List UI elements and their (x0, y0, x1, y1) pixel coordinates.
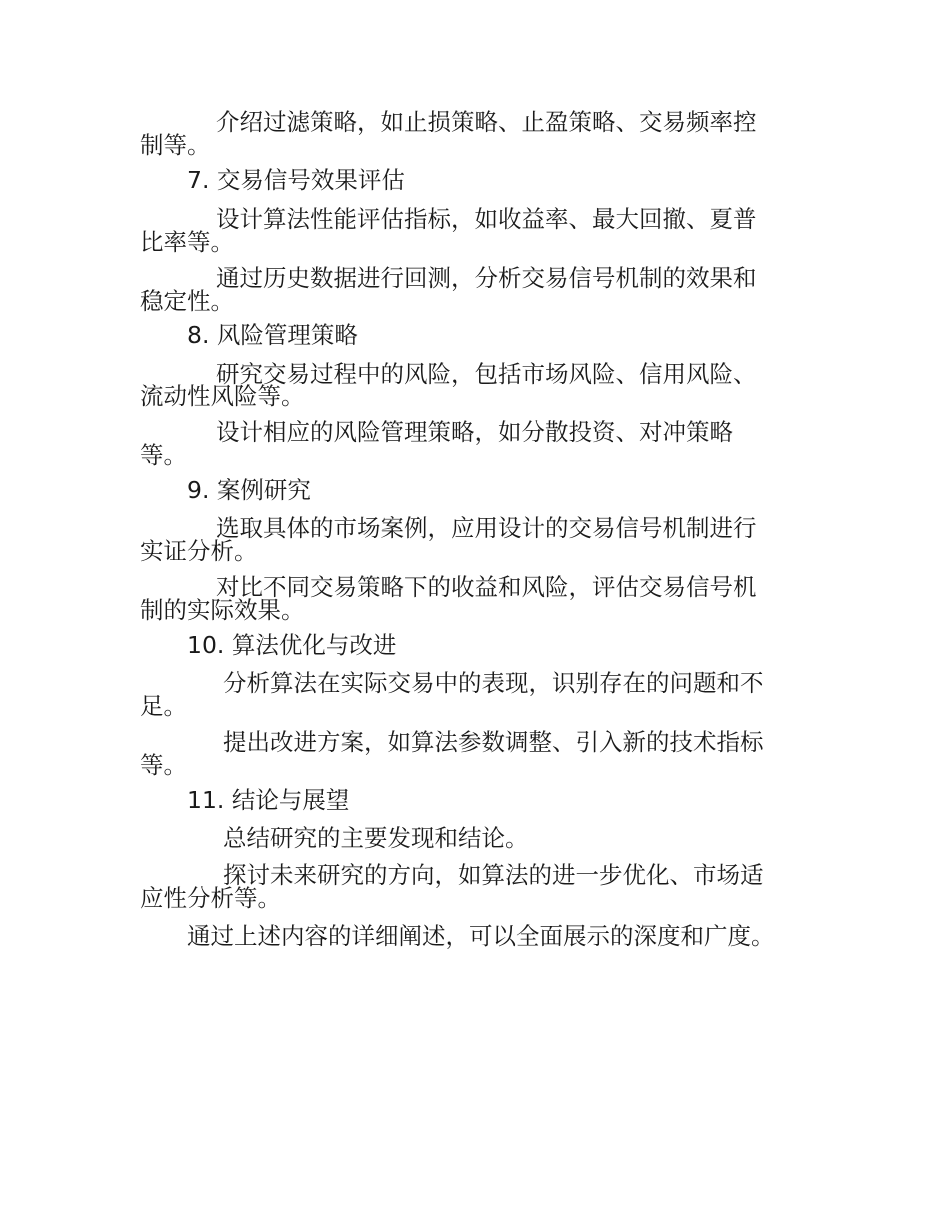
paragraph-line: 实证分析。 (140, 537, 258, 565)
paragraph-line: 提出改进方案，如算法参数调整、引入新的技术指标 (223, 728, 764, 756)
paragraph-line: 对比不同交易策略下的收益和风险，评估交易信号机 (216, 573, 757, 601)
section-heading: 10. 算法优化与改进 (187, 631, 397, 659)
paragraph-line: 研究交易过程中的风险，包括市场风险、信用风险、 (216, 360, 757, 388)
paragraph-line: 设计算法性能评估指标，如收益率、最大回撤、夏普 (216, 205, 757, 233)
section-heading: 8. 风险管理策略 (187, 321, 358, 349)
paragraph-line: 流动性风险等。 (140, 382, 305, 410)
paragraph-line: 制等。 (140, 131, 211, 159)
section-heading: 11. 结论与展望 (187, 786, 350, 814)
paragraph-line: 探讨未来研究的方向，如算法的进一步优化、市场适 (223, 861, 764, 889)
paragraph-line: 介绍过滤策略，如止损策略、止盈策略、交易频率控 (216, 108, 757, 136)
paragraph-line: 选取具体的市场案例，应用设计的交易信号机制进行 (216, 514, 757, 542)
paragraph-line: 等。 (140, 751, 187, 779)
paragraph-line: 通过历史数据进行回测，分析交易信号机制的效果和 (216, 264, 757, 292)
paragraph-line: 稳定性。 (140, 287, 234, 315)
closing-paragraph: 通过上述内容的详细阐述，可以全面展示的深度和广度。 (187, 922, 775, 950)
paragraph-line: 制的实际效果。 (140, 596, 305, 624)
section-heading: 9. 案例研究 (187, 476, 311, 504)
paragraph-line: 应性分析等。 (140, 884, 281, 912)
paragraph-line: 设计相应的风险管理策略，如分散投资、对冲策略 (216, 418, 733, 446)
paragraph-line: 足。 (140, 692, 187, 720)
section-heading: 7. 交易信号效果评估 (187, 166, 405, 194)
paragraph-line: 总结研究的主要发现和结论。 (223, 824, 529, 852)
paragraph-line: 等。 (140, 441, 187, 469)
paragraph-line: 比率等。 (140, 228, 234, 256)
paragraph-line: 分析算法在实际交易中的表现，识别存在的问题和不 (223, 669, 764, 697)
